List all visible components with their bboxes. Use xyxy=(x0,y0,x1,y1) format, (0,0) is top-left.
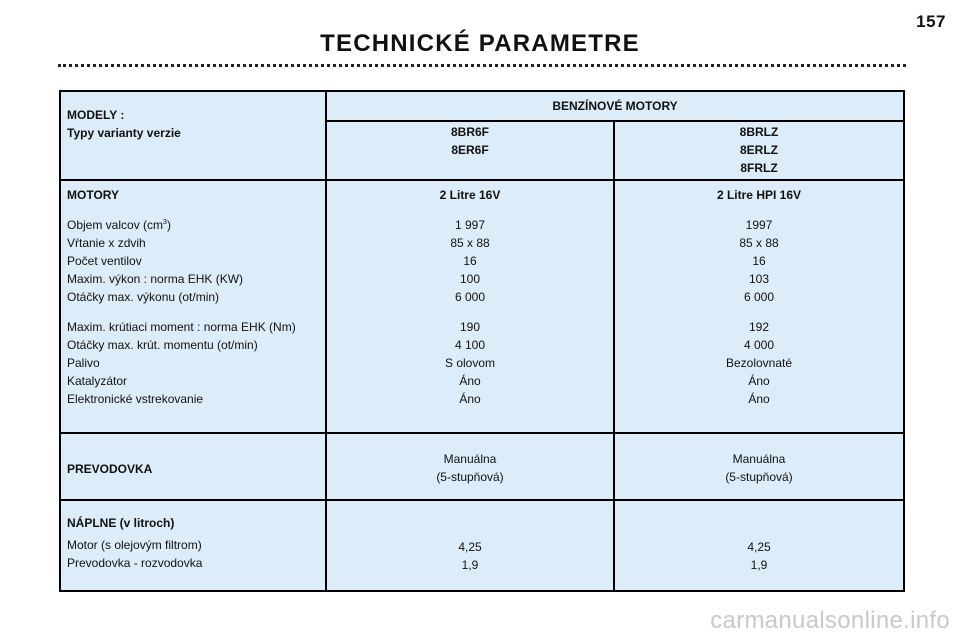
engine-row-label: Vŕtanie x zdvih xyxy=(67,236,146,250)
row-divider-header xyxy=(61,179,903,181)
row-divider-gearbox xyxy=(61,499,903,501)
variants-label: Typy varianty verzie xyxy=(67,126,181,140)
watermark: carmanualsonline.info xyxy=(710,607,950,634)
gearbox-values-col1: Manuálna (5-stupňová) xyxy=(436,452,504,484)
engine-row-label: Počet ventilov xyxy=(67,254,142,268)
engine-row-label: Palivo xyxy=(67,356,100,370)
variant-codes-col1: 8BR6F 8ER6F xyxy=(450,125,489,157)
page-title: TECHNICKÉ PARAMETRE xyxy=(320,30,640,57)
page-number: 157 xyxy=(916,12,946,31)
models-header-cell xyxy=(61,106,325,142)
fluids-labels xyxy=(61,514,325,572)
engine-row-label: Otáčky max. výkonu (ot/min) xyxy=(67,290,220,304)
models-label: MODELY : xyxy=(67,108,125,122)
engine-values-col2: 2 Litre HPI 16V 1997 85 x 88 16 103 6 000 192 4 000 Bezolovnaté Áno Áno xyxy=(615,186,903,408)
engine-row-label: Elektronické vstrekovanie xyxy=(67,392,204,406)
engines-group-header: BENZÍNOVÉ MOTORY xyxy=(552,99,678,113)
gearbox-label: PREVODOVKA xyxy=(67,462,153,476)
dotted-divider xyxy=(58,64,906,67)
engine-name: 2 Litre HPI 16V xyxy=(716,188,802,202)
row-divider-engine xyxy=(61,432,903,434)
engine-section-label: MOTORY xyxy=(67,188,120,202)
engine-name: 2 Litre 16V xyxy=(439,188,501,202)
fluids-section-label: NÁPLNE (v litroch) xyxy=(67,516,175,530)
engine-labels xyxy=(61,186,325,408)
engine-row-label: Objem valcov $(cm^3)$ xyxy=(67,218,171,232)
engine-values-col1: 2 Litre 16V 1 997 85 x 88 16 100 6 000 190 4 100 S olovom Áno Áno xyxy=(327,186,613,408)
fluids-values-col1: 4,25 1,9 xyxy=(458,540,482,572)
header-sub-divider xyxy=(325,120,903,122)
gearbox-values-col2: Manuálna (5-stupňová) xyxy=(725,452,793,484)
spec-table xyxy=(59,90,905,592)
engine-row-label: Maxim. výkon : norma EHK (KW) xyxy=(67,272,244,286)
fluids-values-col2: 4,25 1,9 xyxy=(747,540,771,572)
engine-row-label: Katalyzátor xyxy=(67,374,128,388)
engine-row-label: Maxim. krútiaci moment : norma EHK (Nm) xyxy=(67,320,296,334)
engine-row-label: Otáčky max. krút. momentu (ot/min) xyxy=(67,338,258,352)
fluids-row-label: Prevodovka - rozvodovka xyxy=(67,556,203,570)
variant-codes-col2: 8BRLZ 8ERLZ 8FRLZ xyxy=(739,125,779,175)
fluids-row-label: Motor (s olejovým filtrom) xyxy=(67,538,202,552)
